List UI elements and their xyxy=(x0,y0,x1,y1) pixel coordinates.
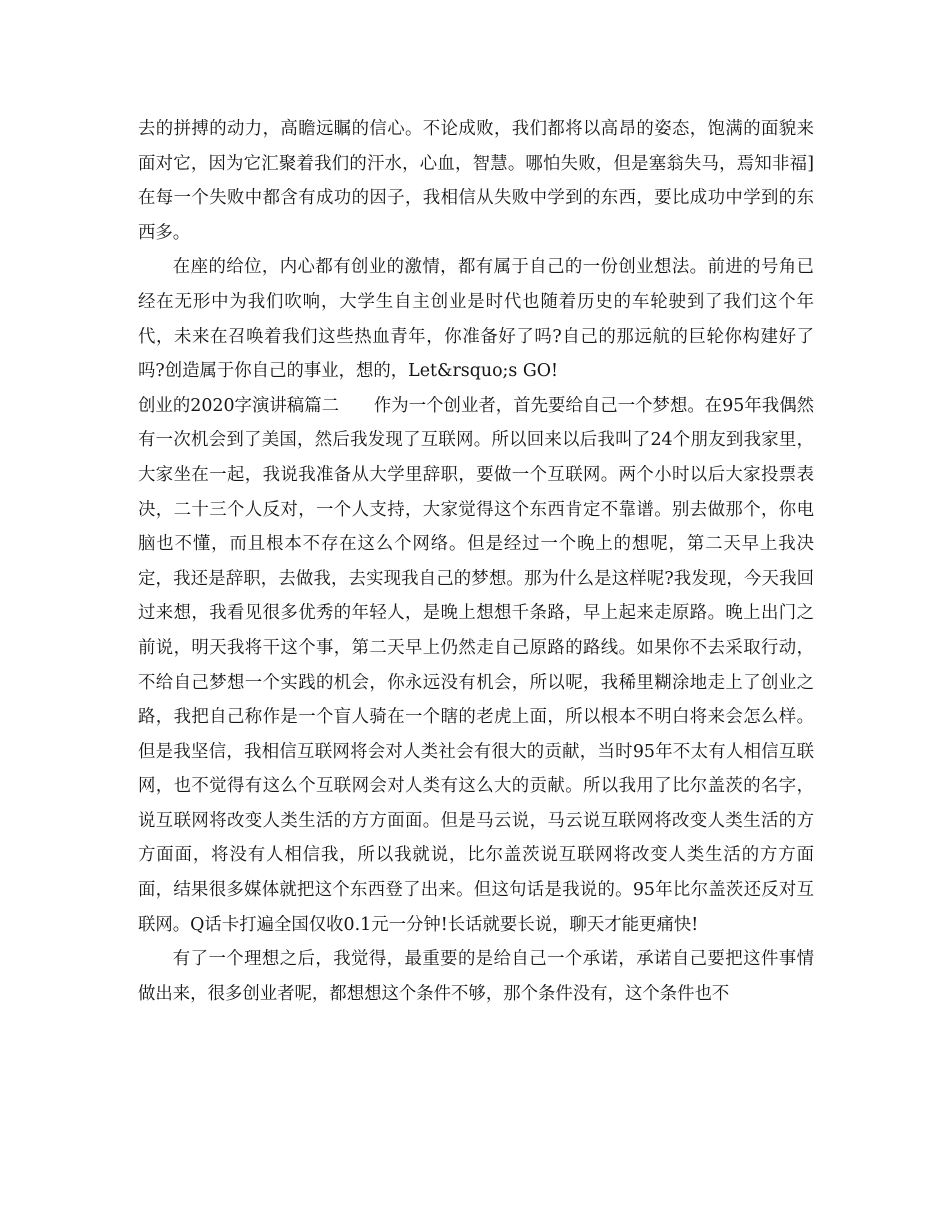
paragraph-4: 有了一个理想之后，我觉得，最重要的是给自己一个承诺，承诺自己要把这件事情做出来，很多创业者呢，都想想这个条件不够，那个条件没有，这个条件也不 xyxy=(138,949,814,1004)
paragraph-1: 去的拼搏的动力，高瞻远瞩的信心。不论成败，我们都将以高昂的姿态，饱满的面貌来面对它，因为它汇聚着我们的汗水，心血，智慧。哪怕失败，但是塞翁失马，焉知非福]在每一个失败中都含有成功的因子，我相信从失败中学到的东西，要比成功中学到的东西多。 xyxy=(138,119,814,243)
document-body xyxy=(138,112,814,1011)
paragraph-2: 在座的给位，内心都有创业的激情，都有属于自己的一份创业想法。前进的号角已经在无形中为我们吹响，大学生自主创业是时代也随着历史的车轮驶到了我们这个年代，未来在召唤着我们这些热血青年，你准备好了吗?自己的那远航的巨轮你构建好了吗?创造属于你自己的事业，想的，Let&rsquo;s GO! xyxy=(138,257,814,382)
paragraph-3: 创业的2020字演讲稿篇二 作为一个创业者，首先要给自己一个梦想。在95年我偶然有一次机会到了美国，然后我发现了互联网。所以回来以后我叫了24个朋友到我家里，大家坐在一起，我说我准备从大学里辞职，要做一个互联网。两个小时以后大家投票表决，二十三个人反对，一个人支持，大家觉得这个东西肯定不靠谱。别去做那个，你电脑也不懂，而且根本不存在这么个网络。但是经过一个晚上的想呢，第二天早上我决定，我还是辞职，去做我，去实现我自己的梦想。那为什么是这样呢?我发现，今天我回过来想，我看见很多优秀的年轻人，是晚上想想千条路，早上起来走原路。晚上出门之前说，明天我将干这个事，第二天早上仍然走自己原路的路线。如果你不去采取行动，不给自己梦想一个实践的机会，你永远没有机会，所以呢，我稀里糊涂地走上了创业之路，我把自己称作是一个盲人骑在一个瞎的老虎上面，所以根本不明白将来会怎么样。但是我坚信，我相信互联网将会对人类社会有很大的贡献，当时95年不太有人相信互联网，也不觉得有这么个互联网会对人类有这么大的贡献。所以我用了比尔盖茨的名字，说互联网将改变人类生活的方方面面。但是马云说，马云说互联网将改变人类生活的方方面面，将没有人相信我，所以我就说，比尔盖茨说互联网将改变人类生活的方方面面，结果很多媒体就把这个东西登了出来。但这句话是我说的。95年比尔盖茨还反对互联网。Q话卡打遍全国仅收0.1元一分钟!长话就要长说，聊天才能更痛快! xyxy=(138,395,814,935)
